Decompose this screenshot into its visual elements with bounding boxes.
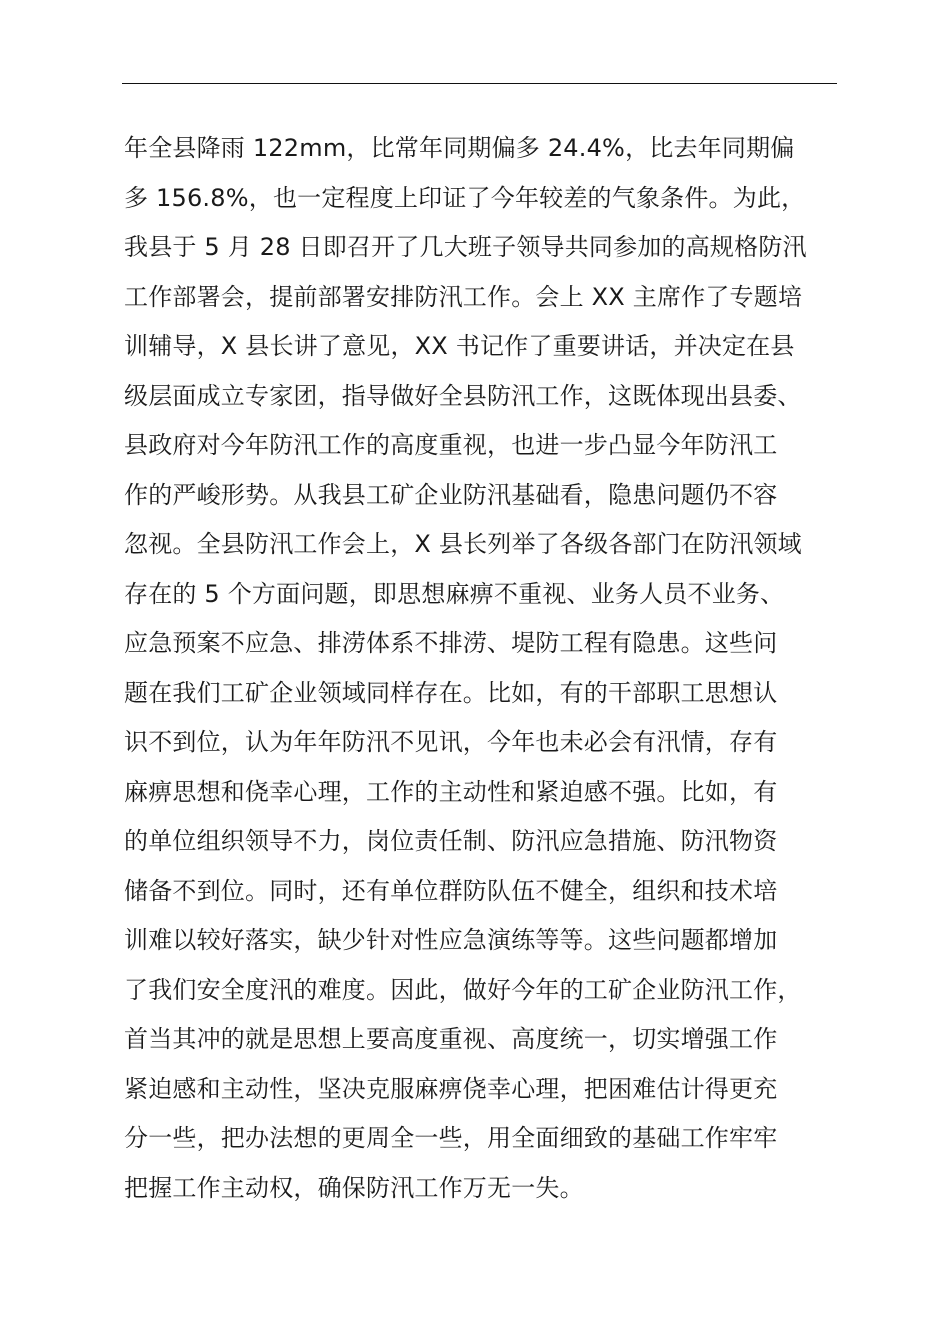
text-line: 训难以较好落实，缺少针对性应急演练等等。这些问题都增加 <box>124 926 778 954</box>
text-line: 训辅导，X 县长讲了意见，XX 书记作了重要讲话，并决定在县 <box>124 332 795 360</box>
text-line: 存在的 5 个方面问题，即思想麻痹不重视、业务人员不业务、 <box>124 579 785 608</box>
text-line: 级层面成立专家团，指导做好全县防汛工作，这既体现出县委、 <box>124 381 802 410</box>
text-line: 县政府对今年防汛工作的高度重视，也进一步凸显今年防汛工 <box>124 431 778 459</box>
text-line: 储备不到位。同时，还有单位群防队伍不健全，组织和技术培 <box>124 876 778 905</box>
text-line: 应急预案不应急、排涝体系不排涝、堤防工程有隐患。这些问 <box>124 629 778 657</box>
text-line: 了我们安全度汛的难度。因此，做好今年的工矿企业防汛工作， <box>124 975 802 1004</box>
header-rule <box>122 83 837 84</box>
text-line: 作的严峻形势。从我县工矿企业防汛基础看，隐患问题仍不容 <box>124 480 778 509</box>
text-line: 麻痹思想和侥幸心理，工作的主动性和紧迫感不强。比如，有 <box>124 777 778 806</box>
text-line: 的单位组织领导不力，岗位责任制、防汛应急措施、防汛物资 <box>124 827 778 855</box>
text-line: 多 156.8%，也一定程度上印证了今年较差的气象条件。为此， <box>124 183 806 212</box>
text-line: 紧迫感和主动性，坚决克服麻痹侥幸心理，把困难估计得更充 <box>124 1074 778 1103</box>
text-line: 把握工作主动权，确保防汛工作万无一失。 <box>124 1173 584 1202</box>
text-line: 题在我们工矿企业领域同样存在。比如，有的干部职工思想认 <box>124 678 778 707</box>
text-line: 忽视。全县防汛工作会上，X 县长列举了各级各部门在防汛领域 <box>124 530 802 558</box>
text-line: 识不到位，认为年年防汛不见讯，今年也未必会有汛情，存有 <box>124 728 778 756</box>
text-line: 分一些，把办法想的更周全一些，用全面细致的基础工作牢牢 <box>124 1124 778 1152</box>
text-line: 首当其冲的就是思想上要高度重视、高度统一，切实增强工作 <box>124 1025 778 1053</box>
text-line: 我县于 5 月 28 日即召开了几大班子领导共同参加的高规格防汛 <box>124 233 807 261</box>
text-line: 年全县降雨 122mm，比常年同期偏多 24.4%，比去年同期偏 <box>124 134 795 162</box>
text-line: 工作部署会，提前部署安排防汛工作。会上 XX 主席作了专题培 <box>124 282 803 311</box>
body-paragraph <box>124 124 844 1213</box>
